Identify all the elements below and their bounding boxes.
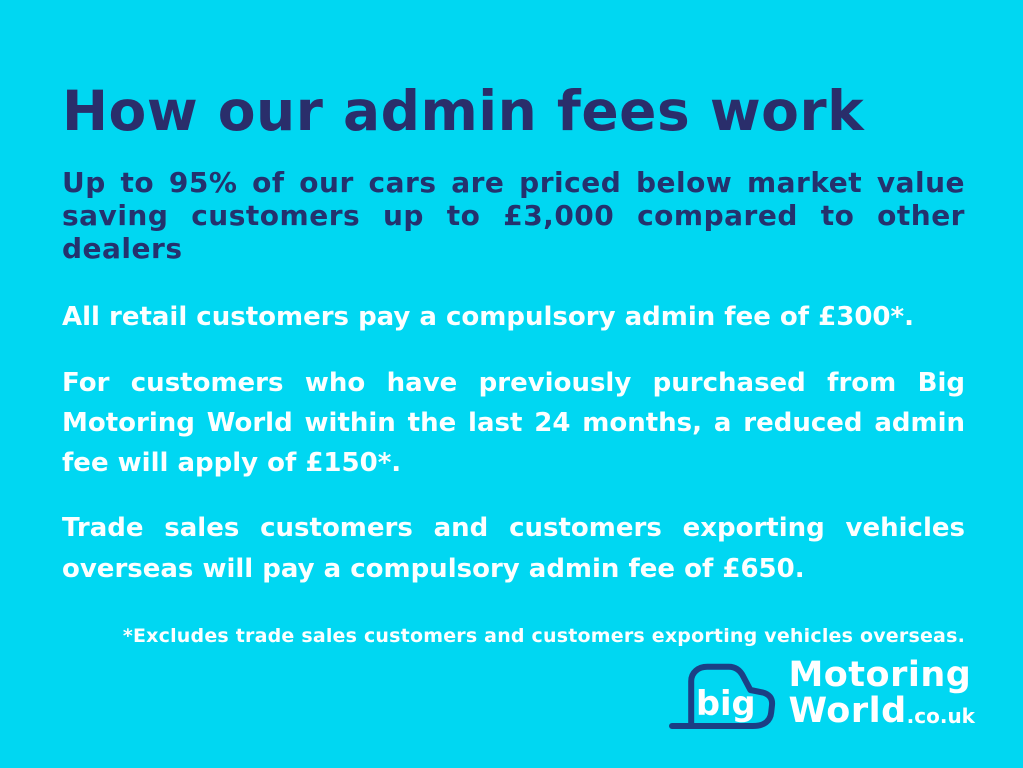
brand-domain-suffix: .co.uk bbox=[906, 704, 975, 728]
brand-name bbox=[788, 655, 975, 731]
paragraph-retail-fee: All retail customers pay a compulsory admin fee of £300*. bbox=[62, 302, 914, 333]
brand-name-line2 bbox=[788, 691, 975, 731]
car-outline-icon bbox=[668, 642, 780, 746]
subtitle-text: Up to 95% of our cars are priced below market value saving customers up to £3,000 compared to other dealers bbox=[62, 166, 965, 265]
body-copy bbox=[62, 297, 965, 589]
page-title: How our admin fees work bbox=[62, 79, 865, 143]
brand-mark-text: big bbox=[696, 683, 757, 723]
brand-name-line1: Motoring bbox=[788, 655, 972, 696]
paragraph-returning-customer-fee: For customers who have previously purchased from Big Motoring World within the last 24 months, a reduced admin fee will apply of £150*. bbox=[62, 367, 965, 479]
brand-logo bbox=[668, 642, 975, 746]
brand-name-world: World bbox=[788, 691, 907, 731]
paragraph-trade-export-fee: Trade sales customers and customers exporting vehicles overseas will pay a compulsory admin fee of £650. bbox=[62, 513, 965, 584]
footnote-text: *Excludes trade sales customers and customers exporting vehicles overseas. bbox=[122, 625, 965, 648]
